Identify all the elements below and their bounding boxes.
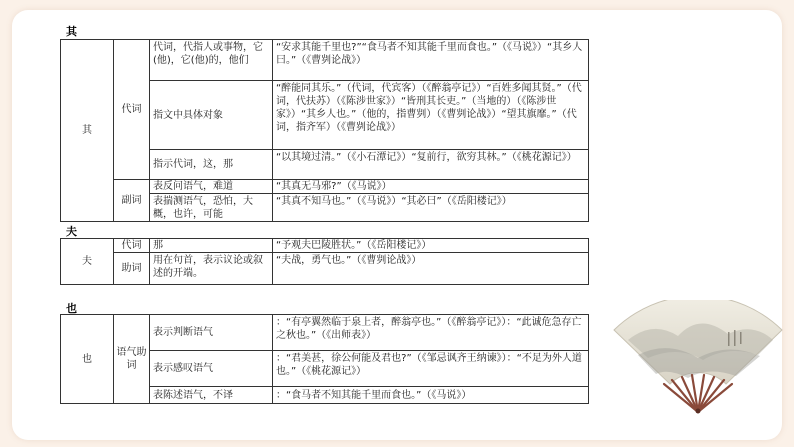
table-ye <box>60 314 589 404</box>
example-cell: ：“有亭翼然临于泉上者，醉翁亭也。”（《醉翁亭记》）：“此诚危急存亡之秋也。”（《出师表》） <box>273 315 589 351</box>
example-cell: “其真不知马也。”（《马说》）“其必曰”（《岳阳楼记》） <box>273 194 589 222</box>
example-cell: ：“食马者不知其能千里而食也。”（《马说》） <box>273 387 589 404</box>
table-row <box>61 180 589 194</box>
pos-cell: 副词 <box>114 180 150 222</box>
section-title-ye: 也 <box>66 302 77 315</box>
example-cell: “以其境过清。”（《小石潭记》）“复前行，欲穷其林。”（《桃花源记》） <box>273 150 589 180</box>
word-cell: 也 <box>61 315 114 404</box>
table-fu <box>60 238 589 285</box>
usage-cell: 表示感叹语气 <box>150 351 273 387</box>
pos-cell: 助词 <box>114 253 150 285</box>
table-row <box>61 253 589 285</box>
usage-cell: 表揣测语气，恐怕，大概，也许，可能 <box>150 194 273 222</box>
table-row <box>61 40 589 81</box>
example-cell: “夫战，勇气也。”（《曹刿论战》） <box>273 253 589 285</box>
table-row <box>61 239 589 253</box>
table-qi <box>60 39 589 222</box>
usage-cell: 表示判断语气 <box>150 315 273 351</box>
section-title-fu: 夫 <box>66 225 77 238</box>
example-cell: “其真无马邪?”（《马说》） <box>273 180 589 194</box>
pos-cell: 语气助词 <box>114 315 150 404</box>
example-cell: “醉能同其乐。”（代词，代宾客）（《醉翁亭记》）“百姓多闻其贤。”（代词，代扶苏）（《陈涉世家》）“皆刑其长吏。”（当地的）（《陈涉世家》）“其乡人也。”（他的，指曹刿）（《曹刿论战》）“望其旗靡。”（代词，指齐军）（《曹刿论战》） <box>273 81 589 150</box>
example-cell: “安求其能千里也?”“食马者不知其能千里而食也。”（《马说》）“其乡人曰。”（《曹刿论战》） <box>273 40 589 81</box>
folding-fan-illustration <box>608 300 788 415</box>
pos-cell: 代词 <box>114 239 150 253</box>
example-cell: “予观夫巴陵胜状。”（《岳阳楼记》） <box>273 239 589 253</box>
example-cell: ：“君美甚，徐公何能及君也?”（《邹忌讽齐王纳谏》）：“不足为外人道也。”（《桃花源记》） <box>273 351 589 387</box>
word-cell: 其 <box>61 40 114 222</box>
usage-cell: 用在句首，表示议论或叙述的开端。 <box>150 253 273 285</box>
usage-cell: 表陈述语气，不译 <box>150 387 273 404</box>
usage-cell: 表反问语气，难道 <box>150 180 273 194</box>
table-row <box>61 315 589 351</box>
usage-cell: 那 <box>150 239 273 253</box>
usage-cell: 指文中具体对象 <box>150 81 273 150</box>
usage-cell: 代词，代指人或事物，它(他)，它(他)的，他们 <box>150 40 273 81</box>
usage-cell: 指示代词，这，那 <box>150 150 273 180</box>
section-title-qi: 其 <box>66 25 77 38</box>
word-cell: 夫 <box>61 239 114 285</box>
pos-cell: 代词 <box>114 40 150 180</box>
